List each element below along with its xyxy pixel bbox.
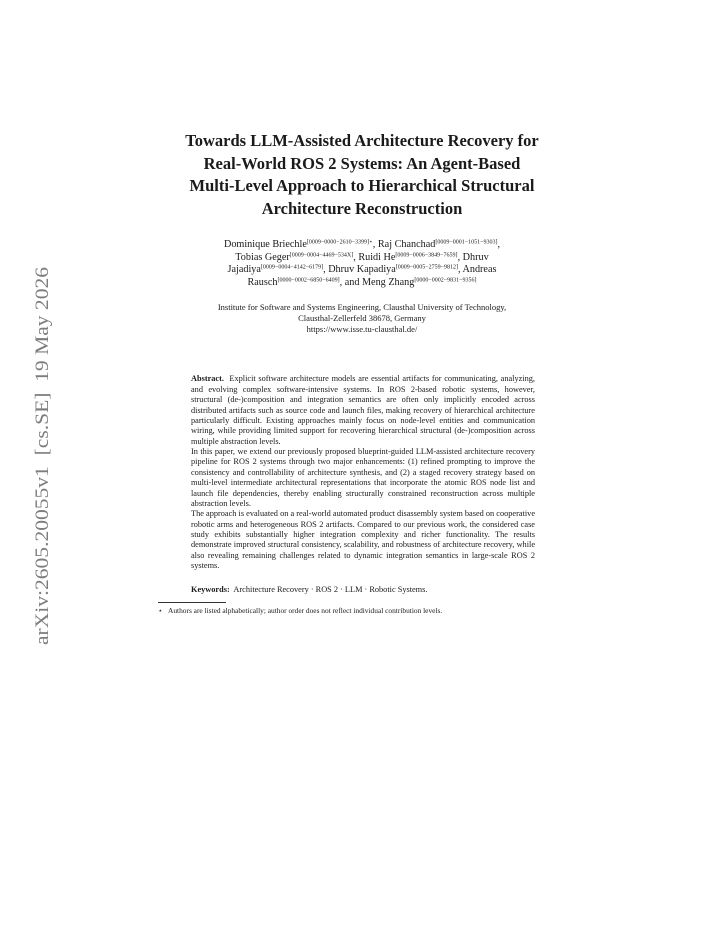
abstract (191, 374, 535, 571)
author-name: Dhruv Kapadiya (328, 264, 396, 276)
title-line: Architecture Reconstruction (261, 198, 463, 218)
abstract-label: Abstract. (191, 374, 224, 384)
author-orcid: [0009−0006−3849−7659] (395, 252, 458, 259)
author-list (158, 239, 566, 289)
footnote (158, 606, 576, 616)
abstract-paragraph: In this paper, we extend our previously proposed blueprint-guided LLM-assisted architecture recovery pipeline for ROS 2 systems through two major enhancements: (1) refined prompting to improve the consistency and controllability of architecture synthesis, and (2) a staged recovery strategy based on multi-level intermediate architectural representations that incorporate the atomic ROS node list and launch file dependencies, thereby enabling structurally constrained reconstruction across multiple abstraction levels. (191, 447, 535, 508)
author-name: Ruidi He (358, 251, 396, 263)
author-name: Raj Chanchad (377, 239, 436, 250)
arxiv-identifier: arXiv:2605.20055v1 [cs.SE] 19 May 2026 (33, 320, 53, 645)
footnote-divider (158, 602, 226, 603)
keywords (191, 585, 535, 595)
paper-first-page (158, 130, 566, 616)
author-name: Meng Zhang (362, 276, 415, 288)
author-separator: , (323, 264, 329, 276)
author-orcid: [0009−0005−2759−9812] (395, 264, 458, 271)
keywords-label: Keywords: (191, 584, 230, 594)
author-orcid: [0000−0002−9831−9356] (414, 277, 477, 284)
affiliation-institute: Institute for Software and Systems Engineering, Clausthal University of Technology, (217, 302, 507, 313)
author-orcid: [0000−0002−6850−6409] (277, 277, 340, 284)
keywords-text: Architecture Recovery · ROS 2 · LLM · Robotic Systems. (233, 584, 428, 594)
author-separator: , (353, 251, 359, 263)
author-orcid: [0009−0004−4469−534X] (289, 252, 354, 259)
author-footnote-mark: ⋆ (369, 239, 373, 246)
author-line (158, 264, 566, 277)
abstract-paragraph (191, 374, 535, 447)
author-line (158, 252, 566, 265)
arxiv-sidebar-stamp (8, 260, 60, 660)
footnote-text: Authors are listed alphabetically; author order does not reflect individual contribution levels. (168, 605, 443, 615)
author-separator: , Andreas (457, 264, 497, 276)
affiliation-url[interactable]: https://www.isse.tu-clausthal.de/ (306, 324, 418, 335)
author-separator: , Dhruv (457, 251, 489, 263)
author-separator: , (372, 239, 378, 250)
author-separator: , (497, 239, 501, 250)
author-name: Tobias Geger (235, 251, 290, 263)
author-orcid: [0009−0000−2610−3399] (306, 239, 370, 246)
author-line (158, 239, 566, 252)
abstract-paragraph: The approach is evaluated on a real-world automated product disassembly system based on cooperative robotic arms and heterogeneous ROS 2 artifacts. Compared to our previous work, the considered case study exhibits substantially higher integration complexity and richer functionality. The results demonstrate improved structural consistency, scalability, and robustness of architecture recovery, while also revealing remaining challenges related to dynamic integration semantics in large-scale ROS 2 systems. (191, 509, 535, 571)
author-name: Rausch (247, 276, 278, 288)
author-separator: , and (339, 276, 362, 288)
title-line: Real-World ROS 2 Systems: An Agent-Based (203, 153, 521, 173)
author-orcid: [0009−0004−4142−6179] (260, 264, 324, 271)
title-line: Multi-Level Approach to Hierarchical Structural (189, 176, 535, 195)
affiliation (158, 302, 566, 335)
paper-title (158, 130, 566, 220)
footnote-mark: ⋆ (158, 605, 163, 615)
author-orcid: [0009−0001−1051−9303] (435, 239, 498, 246)
author-name: Jajadiya (227, 264, 261, 276)
author-name: Dominique Briechle (223, 239, 307, 250)
title-line: Towards LLM-Assisted Architecture Recovery for (185, 131, 539, 150)
author-line (158, 277, 566, 290)
abstract-text: Explicit software architecture models are essential artifacts for communicating, analyzing, and evolving complex software-intensive systems. In ROS 2-based robotic systems, however, structural (de-)composition and integration semantics are often only implicitly encoded across distributed artifacts such as source code and launch files, making recovery of hierarchical architecture particularly difficult. Existing approaches mainly focus on node-level entities and communication wiring, while providing limited support for recovering hierarchical structural (de-)composition across multiple abstraction levels. (191, 374, 535, 446)
affiliation-address: Clausthal-Zellerfeld 38678, Germany (298, 313, 426, 324)
